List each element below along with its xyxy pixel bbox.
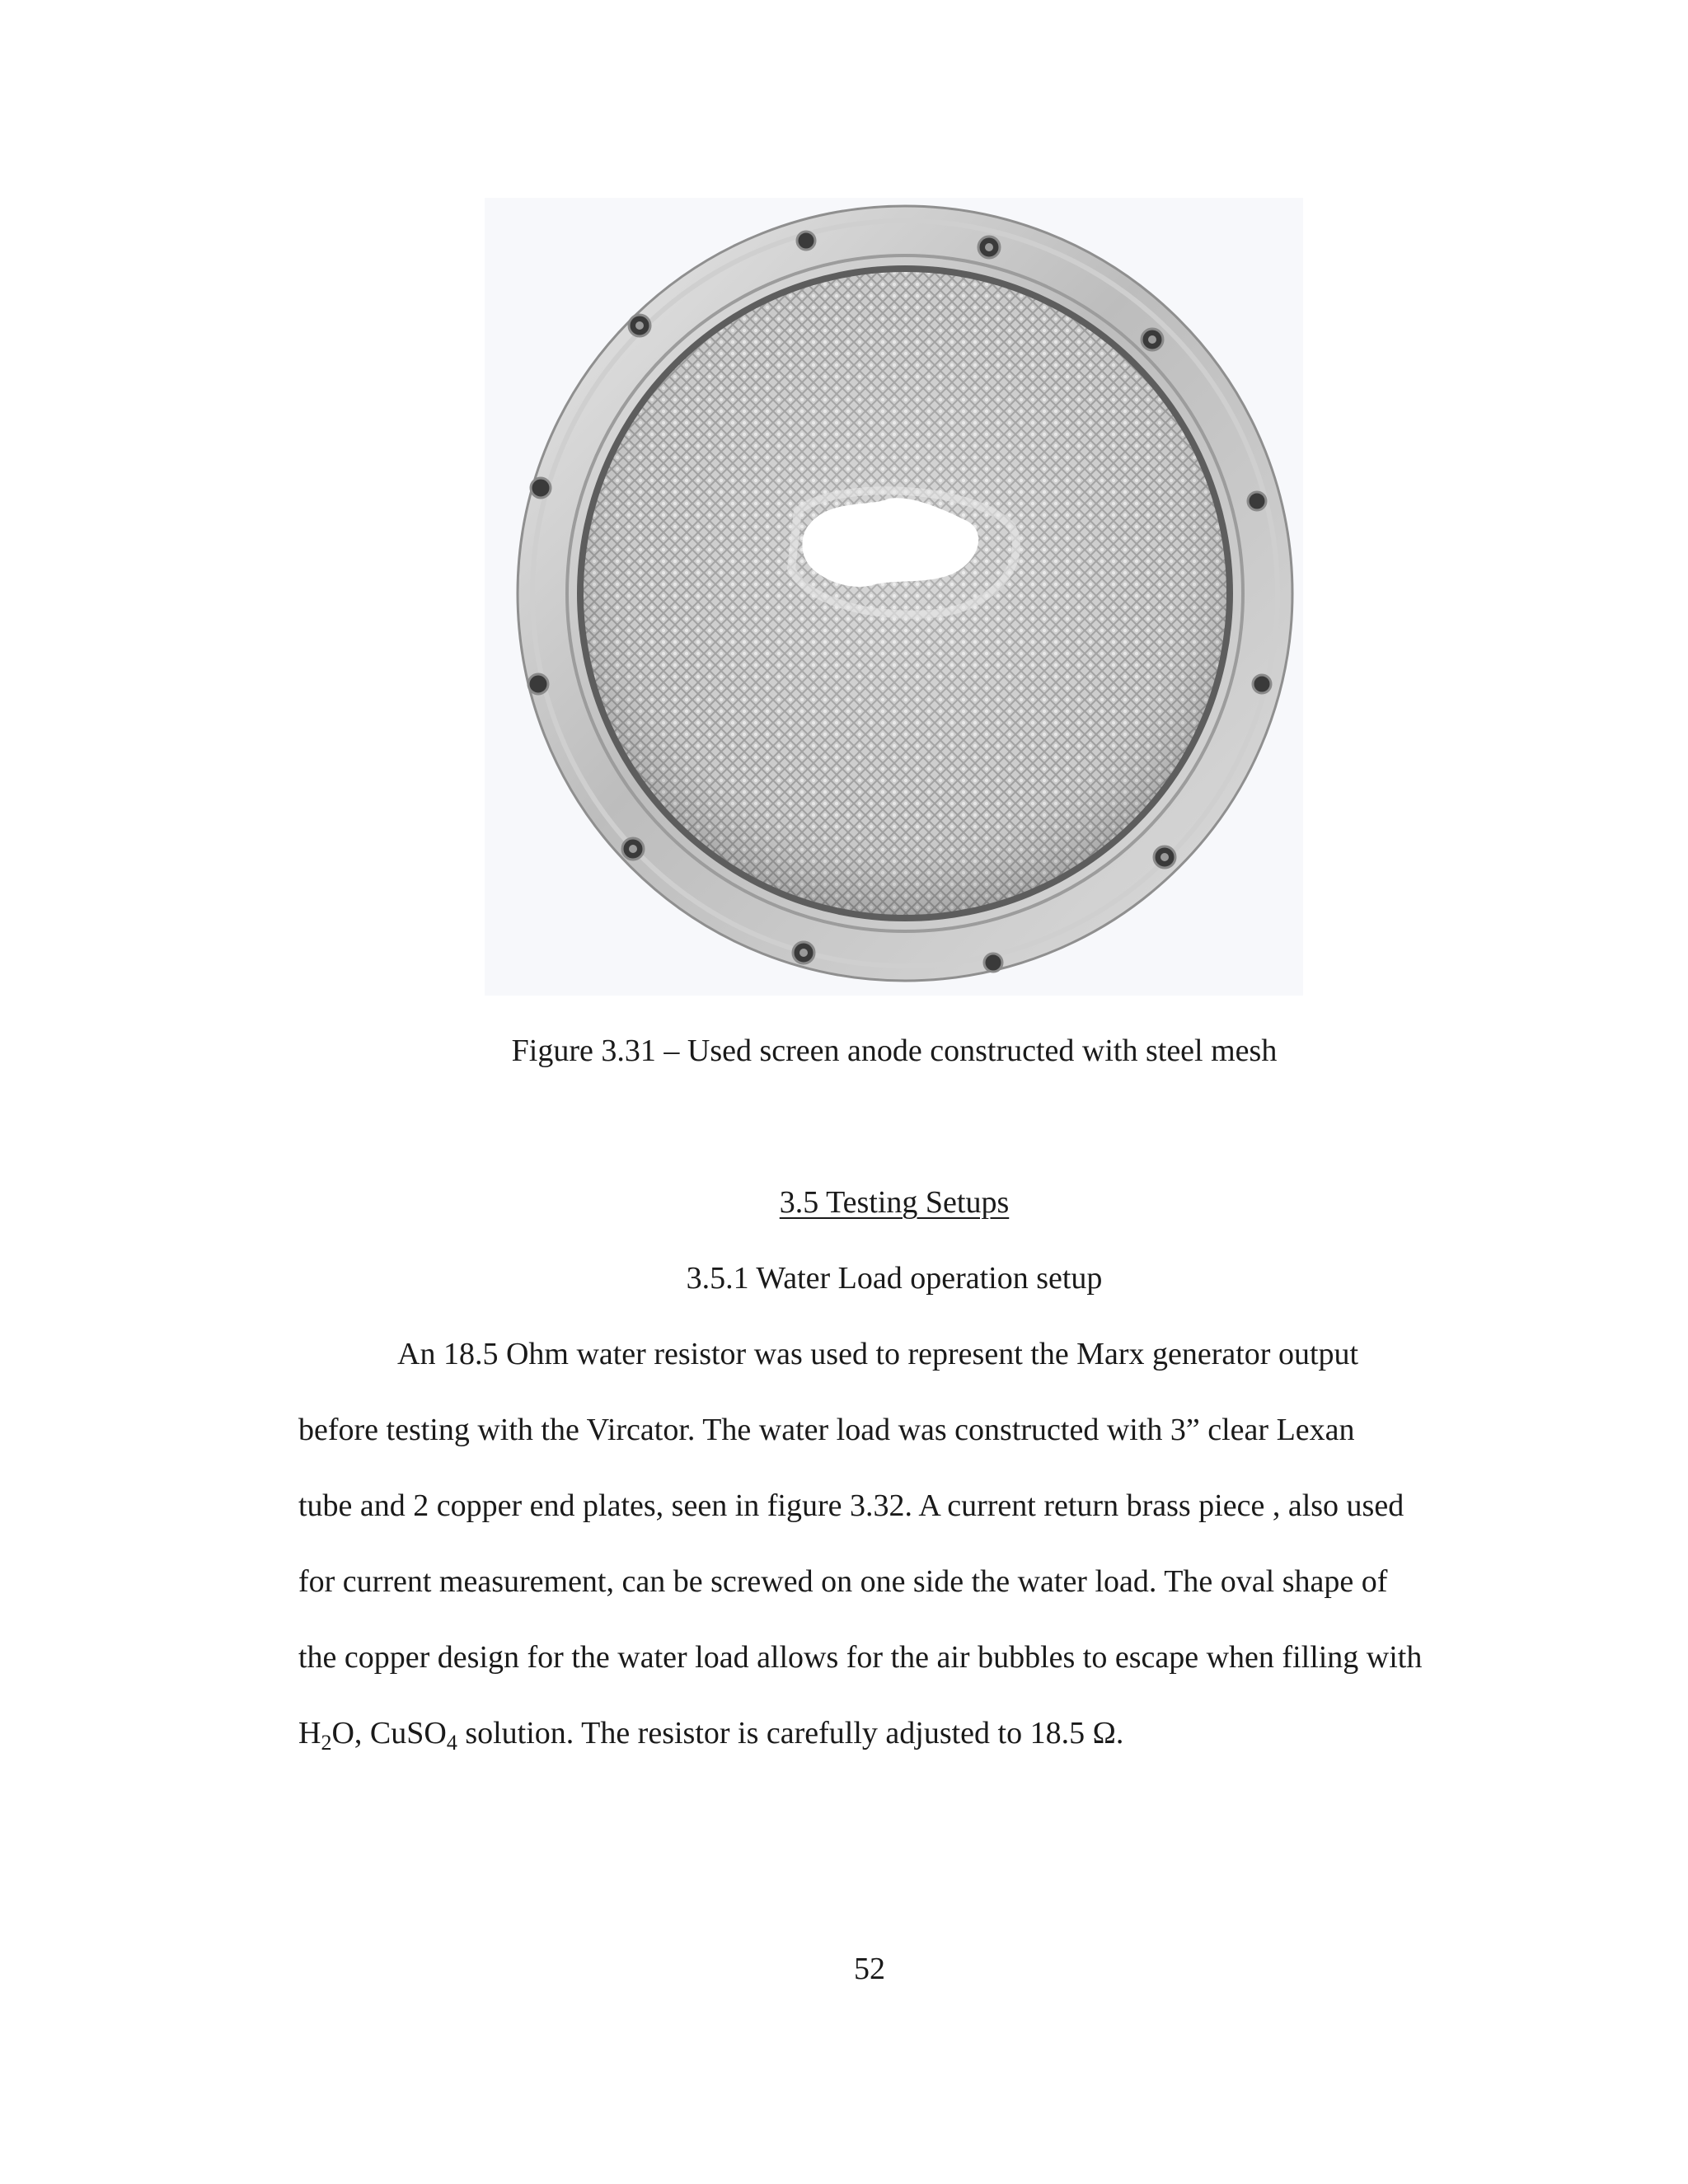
paragraph-line-2: before testing with the Vircator. The water load was constructed with 3” clear Lexan bbox=[298, 1413, 1355, 1447]
subscript-2: 2 bbox=[321, 1731, 332, 1755]
paragraph-line-3: tube and 2 copper end plates, seen in figure 3.32. A current return brass piece , also used bbox=[298, 1488, 1404, 1523]
paragraph-line-6-rest: solution. The resistor is carefully adjusted to 18.5 Ω. bbox=[457, 1716, 1124, 1750]
subscript-4: 4 bbox=[446, 1731, 457, 1755]
paragraph-line-4: for current measurement, can be screwed on one side the water load. The oval shape of bbox=[298, 1564, 1388, 1599]
paragraph-line-6 bbox=[298, 1711, 1502, 1755]
page-number: 52 bbox=[854, 1952, 885, 1986]
figure-caption: Figure 3.31 – Used screen anode constructed with steel mesh bbox=[511, 1033, 1278, 1068]
subsection-title: 3.5.1 Water Load operation setup bbox=[686, 1261, 1103, 1296]
screen-anode-photo bbox=[485, 198, 1303, 996]
section-title-text: 3.5 Testing Setups bbox=[779, 1185, 1010, 1220]
formula-h: H bbox=[298, 1716, 321, 1750]
paragraph-line-5: the copper design for the water load allows for the air bubbles to escape when filling with bbox=[298, 1640, 1423, 1675]
section-title bbox=[0, 1180, 1688, 1225]
formula-o-cuso: O, CuSO bbox=[331, 1716, 447, 1750]
paragraph-line-1: An 18.5 Ohm water resistor was used to represent the Marx generator output bbox=[397, 1337, 1359, 1371]
